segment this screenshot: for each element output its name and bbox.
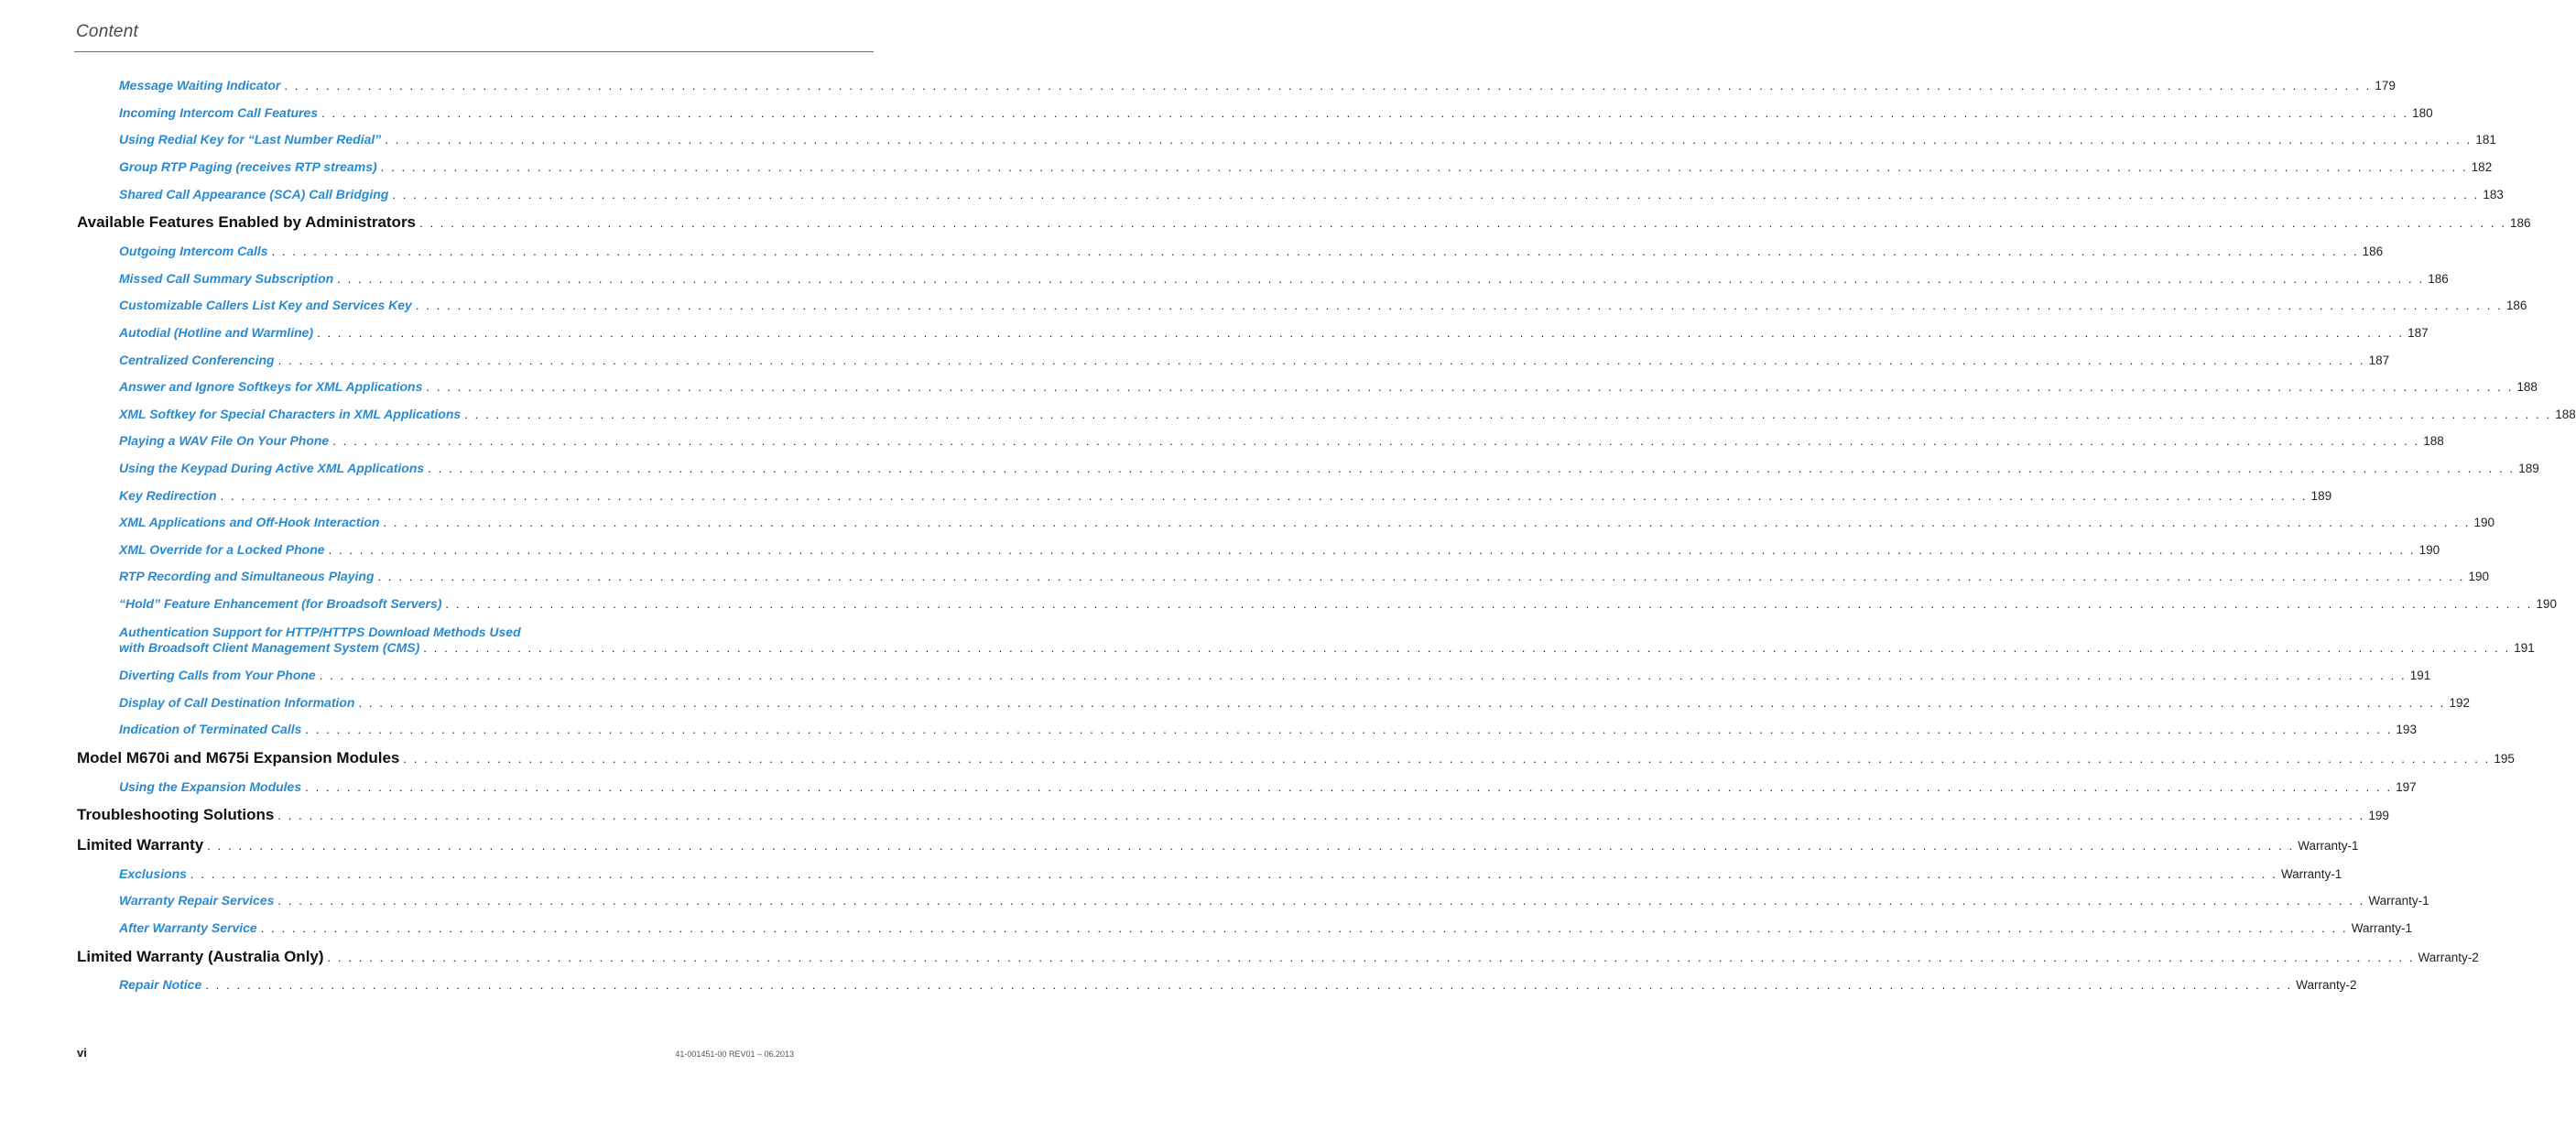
toc-entry[interactable] [119, 407, 2576, 421]
toc-entry[interactable] [119, 893, 2429, 908]
toc-entry-page: 187 [2408, 326, 2429, 340]
dot-leader: . . . . . . . . . . . . . . . . . . . . . . . . . . . . . . . . . . . . . . . . . . . . . . . . . . . . . . . . . . . . . . . . . . . . . . . . . . . . . . . . . . . . . . . . . . . . . . . . . . . . . . . . . . . . . . . . . . . . . . . . . . . . . . . . . . . . . . . . . . . . . . . . . . . . . . . . . . . . . . . . . . . . . . . . . . . . . . . . . . . . . . . . . . . . . . . . . . . . . . . . [190, 867, 2277, 881]
dot-leader: . . . . . . . . . . . . . . . . . . . . . . . . . . . . . . . . . . . . . . . . . . . . . . . . . . . . . . . . . . . . . . . . . . . . . . . . . . . . . . . . . . . . . . . . . . . . . . . . . . . . . . . . . . . . . . . . . . . . . . . . . . . . . . . . . . . . . . . . . . . . . . . . . . . . . . . . . . . . . . . . . . . . . . . . . . . . . . . . . . . . . . . . . . . . . . . . . . . . . . . . [321, 106, 2409, 120]
toc-entry-page: 186 [2362, 245, 2384, 258]
dot-leader: . . . . . . . . . . . . . . . . . . . . . . . . . . . . . . . . . . . . . . . . . . . . . . . . . . . . . . . . . . . . . . . . . . . . . . . . . . . . . . . . . . . . . . . . . . . . . . . . . . . . . . . . . . . . . . . . . . . . . . . . . . . . . . . . . . . . . . . . . . . . . . . . . . . . . . . . . . . . . . . . . . . . . . . . . . . . . . . . . . . . . . . . . . . . . . . . . . . . . . . . [337, 272, 2425, 286]
dot-leader: . . . . . . . . . . . . . . . . . . . . . . . . . . . . . . . . . . . . . . . . . . . . . . . . . . . . . . . . . . . . . . . . . . . . . . . . . . . . . . . . . . . . . . . . . . . . . . . . . . . . . . . . . . . . . . . . . . . . . . . . . . . . . . . . . . . . . . . . . . . . . . . . . . . . . . . . . . . . . . . . . . . . . . . . . . . . . . . . . . . . . . . . . . . . . . . . . . . . . . . . [277, 894, 2365, 908]
dot-leader: . . . . . . . . . . . . . . . . . . . . . . . . . . . . . . . . . . . . . . . . . . . . . . . . . . . . . . . . . . . . . . . . . . . . . . . . . . . . . . . . . . . . . . . . . . . . . . . . . . . . . . . . . . . . . . . . . . . . . . . . . . . . . . . . . . . . . . . . . . . . . . . . . . . . . . . . . . . . . . . . . . . . . . . . . . . . . . . . . . . . . . . . . . . . . . . . . . . . . . . . [332, 434, 2420, 448]
toc-entry[interactable] [119, 866, 2342, 881]
dot-leader: . . . . . . . . . . . . . . . . . . . . . . . . . . . . . . . . . . . . . . . . . . . . . . . . . . . . . . . . . . . . . . . . . . . . . . . . . . . . . . . . . . . . . . . . . . . . . . . . . . . . . . . . . . . . . . . . . . . . . . . . . . . . . . . . . . . . . . . . . . . . . . . . . . . . . . . . . . . . . . . . . . . . . . . . . . . . . . . . . . . . . . . . . . . . . . . . . . . . . . . . [305, 723, 2393, 736]
toc-entry-page: Warranty-1 [2351, 921, 2412, 935]
toc-entry-page: 189 [2310, 489, 2332, 503]
toc-entry-page: 191 [2409, 669, 2431, 682]
toc-entry-page: 188 [2423, 434, 2444, 448]
dot-leader: . . . . . . . . . . . . . . . . . . . . . . . . . . . . . . . . . . . . . . . . . . . . . . . . . . . . . . . . . . . . . . . . . . . . . . . . . . . . . . . . . . . . . . . . . . . . . . . . . . . . . . . . . . . . . . . . . . . . . . . . . . . . . . . . . . . . . . . . . . . . . . . . . . . . . . . . . . . . . . . . . . . . . . . . . . . . . . . . . . . . . . . . . . . . . . . . . . . . . . . . [415, 299, 2503, 312]
toc-entry-page: 182 [2471, 160, 2493, 174]
toc-entry-page: 181 [2475, 133, 2496, 147]
toc-entry[interactable] [119, 920, 2412, 935]
toc-entry-label[interactable]: Shared Call Appearance (SCA) Call Bridging [119, 187, 389, 201]
toc-entry-label[interactable]: After Warranty Service [119, 920, 257, 935]
toc-entry-page: 186 [2428, 272, 2449, 286]
dot-leader: . . . . . . . . . . . . . . . . . . . . . . . . . . . . . . . . . . . . . . . . . . . . . . . . . . . . . . . . . . . . . . . . . . . . . . . . . . . . . . . . . . . . . . . . . . . . . . . . . . . . . . . . . . . . . . . . . . . . . . . . . . . . . . . . . . . . . . . . . . . . . . . . . . . . . . . . . . . . . . . . . . . . . . . . . . . . . . . . . . . . . . . . . . . . . . . . . . . . . . . . [277, 809, 2365, 822]
toc-entry-page: Warranty-2 [2296, 978, 2357, 992]
toc-entry-label[interactable]: Indication of Terminated Calls [119, 722, 302, 736]
toc-entry-page: Warranty-1 [2280, 867, 2342, 881]
toc-entry[interactable] [119, 132, 2496, 147]
toc-entry-label[interactable]: “Hold” Feature Enhancement (for Broadsoft Servers) [119, 596, 442, 611]
toc-entry-label[interactable]: Customizable Callers List Key and Services Key [119, 298, 412, 312]
dot-leader: . . . . . . . . . . . . . . . . . . . . . . . . . . . . . . . . . . . . . . . . . . . . . . . . . . . . . . . . . . . . . . . . . . . . . . . . . . . . . . . . . . . . . . . . . . . . . . . . . . . . . . . . . . . . . . . . . . . . . . . . . . . . . . . . . . . . . . . . . . . . . . . . . . . . . . . . . . . . . . . . . . . . . . . . . . . . . . . . . . . . . . . . . . . . . . . . . . . . . . . . [277, 353, 2365, 367]
toc-section-label[interactable]: Troubleshooting Solutions [77, 806, 275, 823]
toc-entry-page: 197 [2396, 780, 2417, 794]
page-header-title: Content [76, 22, 138, 41]
toc-entry-page: Warranty-2 [2418, 951, 2479, 964]
toc-entry-page: 193 [2396, 723, 2417, 736]
toc-entry-label[interactable]: XML Softkey for Special Characters in XML Applications [119, 407, 462, 421]
dot-leader: . . . . . . . . . . . . . . . . . . . . . . . . . . . . . . . . . . . . . . . . . . . . . . . . . . . . . . . . . . . . . . . . . . . . . . . . . . . . . . . . . . . . . . . . . . . . . . . . . . . . . . . . . . . . . . . . . . . . . . . . . . . . . . . . . . . . . . . . . . . . . . . . . . . . . . . . . . . . . . . . . . . . . . . . . . . . . . . . . . . . . . . . . . . . . . . . . . . . . . . . [428, 462, 2516, 475]
toc-section-label[interactable]: Limited Warranty [77, 836, 204, 854]
toc-entry-page: 186 [2510, 216, 2531, 230]
toc-entry-page: 191 [2514, 641, 2535, 655]
toc-entry[interactable] [119, 244, 2384, 258]
toc-entry-label[interactable]: Playing a WAV File On Your Phone [119, 433, 330, 448]
footer-page-number: vi [77, 1046, 87, 1060]
toc-entry[interactable] [119, 488, 2332, 503]
toc-entry-label[interactable]: Autodial (Hotline and Warmline) [119, 325, 314, 340]
toc-entry-page: 179 [2375, 79, 2396, 92]
toc-entry-label[interactable]: Using Redial Key for “Last Number Redial” [119, 132, 382, 147]
toc-entry-label[interactable]: Outgoing Intercom Calls [119, 244, 268, 258]
dot-leader: . . . . . . . . . . . . . . . . . . . . . . . . . . . . . . . . . . . . . . . . . . . . . . . . . . . . . . . . . . . . . . . . . . . . . . . . . . . . . . . . . . . . . . . . . . . . . . . . . . . . . . . . . . . . . . . . . . . . . . . . . . . . . . . . . . . . . . . . . . . . . . . . . . . . . . . . . . . . . . . . . . . . . . . . . . . . . . . . . . . . . . . . . . . . . . . . . . . . . . . . [403, 752, 2491, 766]
dot-leader: . . . . . . . . . . . . . . . . . . . . . . . . . . . . . . . . . . . . . . . . . . . . . . . . . . . . . . . . . . . . . . . . . . . . . . . . . . . . . . . . . . . . . . . . . . . . . . . . . . . . . . . . . . . . . . . . . . . . . . . . . . . . . . . . . . . . . . . . . . . . . . . . . . . . . . . . . . . . . . . . . . . . . . . . . . . . . . . . . . . . . . . . . . . . . . . . . . . . . . . . [385, 133, 2473, 147]
toc-section-entry[interactable] [77, 948, 2479, 966]
dot-leader: . . . . . . . . . . . . . . . . . . . . . . . . . . . . . . . . . . . . . . . . . . . . . . . . . . . . . . . . . . . . . . . . . . . . . . . . . . . . . . . . . . . . . . . . . . . . . . . . . . . . . . . . . . . . . . . . . . . . . . . . . . . . . . . . . . . . . . . . . . . . . . . . . . . . . . . . . . . . . . . . . . . . . . . . . . . . . . . . . . . . . . . . . . . . . . . . . . . . . . . . [358, 696, 2446, 710]
toc-entry-label-line1[interactable]: Authentication Support for HTTP/HTTPS Download Methods Used [119, 625, 521, 639]
dot-leader: . . . . . . . . . . . . . . . . . . . . . . . . . . . . . . . . . . . . . . . . . . . . . . . . . . . . . . . . . . . . . . . . . . . . . . . . . . . . . . . . . . . . . . . . . . . . . . . . . . . . . . . . . . . . . . . . . . . . . . . . . . . . . . . . . . . . . . . . . . . . . . . . . . . . . . . . . . . . . . . . . . . . . . . . . . . . . . . . . . . . . . . . . . . . . . . . . . . . . . . . [445, 597, 2533, 611]
toc-entry[interactable] [119, 271, 2449, 286]
toc-entry-page: 190 [2536, 597, 2557, 611]
toc-entry[interactable] [119, 78, 2396, 92]
toc-entry[interactable] [119, 695, 2471, 710]
toc-entry-page: 190 [2418, 543, 2440, 557]
toc-entry[interactable] [119, 515, 2494, 529]
toc-entry-label[interactable]: Key Redirection [119, 488, 217, 503]
toc-entry-label[interactable]: XML Override for a Locked Phone [119, 542, 325, 557]
dot-leader: . . . . . . . . . . . . . . . . . . . . . . . . . . . . . . . . . . . . . . . . . . . . . . . . . . . . . . . . . . . . . . . . . . . . . . . . . . . . . . . . . . . . . . . . . . . . . . . . . . . . . . . . . . . . . . . . . . . . . . . . . . . . . . . . . . . . . . . . . . . . . . . . . . . . . . . . . . . . . . . . . . . . . . . . . . . . . . . . . . . . . . . . . . . . . . . . . . . . . . . . [328, 543, 2416, 557]
toc-entry[interactable] [119, 159, 2493, 174]
toc-entry[interactable] [119, 353, 2390, 367]
toc-entry-label[interactable]: RTP Recording and Simultaneous Playing [119, 569, 375, 583]
toc-entry[interactable] [119, 569, 2490, 583]
toc-entry[interactable] [119, 668, 2431, 682]
toc-entry-label[interactable]: Centralized Conferencing [119, 353, 275, 367]
toc-entry-page: 186 [2505, 299, 2527, 312]
dot-leader: . . . . . . . . . . . . . . . . . . . . . . . . . . . . . . . . . . . . . . . . . . . . . . . . . . . . . . . . . . . . . . . . . . . . . . . . . . . . . . . . . . . . . . . . . . . . . . . . . . . . . . . . . . . . . . . . . . . . . . . . . . . . . . . . . . . . . . . . . . . . . . . . . . . . . . . . . . . . . . . . . . . . . . . . . . . . . . . . . . . . . . . . . . . . . . . . . . . . . . . . [392, 188, 2480, 201]
toc-entry[interactable] [119, 461, 2539, 475]
toc-entry-page: 188 [2555, 408, 2576, 421]
toc-entry[interactable] [119, 977, 2357, 992]
dot-leader: . . . . . . . . . . . . . . . . . . . . . . . . . . . . . . . . . . . . . . . . . . . . . . . . . . . . . . . . . . . . . . . . . . . . . . . . . . . . . . . . . . . . . . . . . . . . . . . . . . . . . . . . . . . . . . . . . . . . . . . . . . . . . . . . . . . . . . . . . . . . . . . . . . . . . . . . . . . . . . . . . . . . . . . . . . . . . . . . . . . . . . . . . . . . . . . . . . . . . . . . [419, 216, 2507, 230]
toc-entry[interactable] [119, 379, 2538, 394]
toc-entry-page: 180 [2412, 106, 2433, 120]
dot-leader: . . . . . . . . . . . . . . . . . . . . . . . . . . . . . . . . . . . . . . . . . . . . . . . . . . . . . . . . . . . . . . . . . . . . . . . . . . . . . . . . . . . . . . . . . . . . . . . . . . . . . . . . . . . . . . . . . . . . . . . . . . . . . . . . . . . . . . . . . . . . . . . . . . . . . . . . . . . . . . . . . . . . . . . . . . . . . . . . . . . . . . . . . . . . . . . . . . . . . . . . [423, 641, 2511, 655]
toc-entry[interactable] [119, 325, 2429, 340]
toc-entry-label[interactable]: Exclusions [119, 866, 187, 881]
toc-entry-label[interactable]: Repair Notice [119, 977, 202, 992]
toc-section-entry[interactable] [77, 806, 2389, 824]
toc-section-entry[interactable] [77, 749, 2515, 767]
toc-entry-page: Warranty-1 [2368, 894, 2429, 908]
dot-leader: . . . . . . . . . . . . . . . . . . . . . . . . . . . . . . . . . . . . . . . . . . . . . . . . . . . . . . . . . . . . . . . . . . . . . . . . . . . . . . . . . . . . . . . . . . . . . . . . . . . . . . . . . . . . . . . . . . . . . . . . . . . . . . . . . . . . . . . . . . . . . . . . . . . . . . . . . . . . . . . . . . . . . . . . . . . . . . . . . . . . . . . . . . . . . . . . . . . . . . . . [284, 79, 2372, 92]
toc-section-entry[interactable] [77, 213, 2531, 232]
dot-leader: . . . . . . . . . . . . . . . . . . . . . . . . . . . . . . . . . . . . . . . . . . . . . . . . . . . . . . . . . . . . . . . . . . . . . . . . . . . . . . . . . . . . . . . . . . . . . . . . . . . . . . . . . . . . . . . . . . . . . . . . . . . . . . . . . . . . . . . . . . . . . . . . . . . . . . . . . . . . . . . . . . . . . . . . . . . . . . . . . . . . . . . . . . . . . . . . . . . . . . . . [260, 921, 2348, 935]
toc-entry[interactable] [119, 298, 2527, 312]
dot-leader: . . . . . . . . . . . . . . . . . . . . . . . . . . . . . . . . . . . . . . . . . . . . . . . . . . . . . . . . . . . . . . . . . . . . . . . . . . . . . . . . . . . . . . . . . . . . . . . . . . . . . . . . . . . . . . . . . . . . . . . . . . . . . . . . . . . . . . . . . . . . . . . . . . . . . . . . . . . . . . . . . . . . . . . . . . . . . . . . . . . . . . . . . . . . . . . . . . . . . . . . [464, 408, 2552, 421]
toc-entry[interactable] [119, 433, 2444, 448]
dot-leader: . . . . . . . . . . . . . . . . . . . . . . . . . . . . . . . . . . . . . . . . . . . . . . . . . . . . . . . . . . . . . . . . . . . . . . . . . . . . . . . . . . . . . . . . . . . . . . . . . . . . . . . . . . . . . . . . . . . . . . . . . . . . . . . . . . . . . . . . . . . . . . . . . . . . . . . . . . . . . . . . . . . . . . . . . . . . . . . . . . . . . . . . . . . . . . . . . . . . . . . . [220, 489, 2308, 503]
toc-entry-label[interactable]: Using the Keypad During Active XML Applications [119, 461, 425, 475]
dot-leader: . . . . . . . . . . . . . . . . . . . . . . . . . . . . . . . . . . . . . . . . . . . . . . . . . . . . . . . . . . . . . . . . . . . . . . . . . . . . . . . . . . . . . . . . . . . . . . . . . . . . . . . . . . . . . . . . . . . . . . . . . . . . . . . . . . . . . . . . . . . . . . . . . . . . . . . . . . . . . . . . . . . . . . . . . . . . . . . . . . . . . . . . . . . . . . . . . . . . . . . . [426, 380, 2514, 394]
toc-entry-label[interactable]: Group RTP Paging (receives RTP streams) [119, 159, 377, 174]
toc-entry-page: 188 [2516, 380, 2538, 394]
toc-entry[interactable] [119, 187, 2504, 201]
toc-entry-label[interactable]: Answer and Ignore Softkeys for XML Applications [119, 379, 423, 394]
dot-leader: . . . . . . . . . . . . . . . . . . . . . . . . . . . . . . . . . . . . . . . . . . . . . . . . . . . . . . . . . . . . . . . . . . . . . . . . . . . . . . . . . . . . . . . . . . . . . . . . . . . . . . . . . . . . . . . . . . . . . . . . . . . . . . . . . . . . . . . . . . . . . . . . . . . . . . . . . . . . . . . . . . . . . . . . . . . . . . . . . . . . . . . . . . . . . . . . . . . . . . . . [317, 326, 2405, 340]
toc-entry[interactable] [119, 542, 2440, 557]
dot-leader: . . . . . . . . . . . . . . . . . . . . . . . . . . . . . . . . . . . . . . . . . . . . . . . . . . . . . . . . . . . . . . . . . . . . . . . . . . . . . . . . . . . . . . . . . . . . . . . . . . . . . . . . . . . . . . . . . . . . . . . . . . . . . . . . . . . . . . . . . . . . . . . . . . . . . . . . . . . . . . . . . . . . . . . . . . . . . . . . . . . . . . . . . . . . . . . . . . . . . . . . [377, 570, 2465, 583]
toc-entry-page: 183 [2483, 188, 2504, 201]
toc-entry[interactable] [119, 596, 2557, 611]
toc-entry[interactable] [119, 105, 2433, 120]
dot-leader: . . . . . . . . . . . . . . . . . . . . . . . . . . . . . . . . . . . . . . . . . . . . . . . . . . . . . . . . . . . . . . . . . . . . . . . . . . . . . . . . . . . . . . . . . . . . . . . . . . . . . . . . . . . . . . . . . . . . . . . . . . . . . . . . . . . . . . . . . . . . . . . . . . . . . . . . . . . . . . . . . . . . . . . . . . . . . . . . . . . . . . . . . . . . . . . . . . . . . . . . [380, 160, 2468, 174]
toc-entry-label[interactable]: Using the Expansion Modules [119, 779, 302, 794]
footer-document-id: 41-001451-00 REV01 – 06.2013 [675, 1049, 794, 1059]
dot-leader: . . . . . . . . . . . . . . . . . . . . . . . . . . . . . . . . . . . . . . . . . . . . . . . . . . . . . . . . . . . . . . . . . . . . . . . . . . . . . . . . . . . . . . . . . . . . . . . . . . . . . . . . . . . . . . . . . . . . . . . . . . . . . . . . . . . . . . . . . . . . . . . . . . . . . . . . . . . . . . . . . . . . . . . . . . . . . . . . . . . . . . . . . . . . . . . . . . . . . . . . [305, 780, 2393, 794]
dot-leader: . . . . . . . . . . . . . . . . . . . . . . . . . . . . . . . . . . . . . . . . . . . . . . . . . . . . . . . . . . . . . . . . . . . . . . . . . . . . . . . . . . . . . . . . . . . . . . . . . . . . . . . . . . . . . . . . . . . . . . . . . . . . . . . . . . . . . . . . . . . . . . . . . . . . . . . . . . . . . . . . . . . . . . . . . . . . . . . . . . . . . . . . . . . . . . . . . . . . . . . . [319, 669, 2407, 682]
toc-entry[interactable] [119, 624, 2535, 655]
toc-entry-page: 189 [2518, 462, 2539, 475]
toc-entry-label[interactable]: Display of Call Destination Information [119, 695, 355, 710]
toc-entry-label[interactable]: Incoming Intercom Call Features [119, 105, 319, 120]
toc-entry-page: 190 [2473, 516, 2494, 529]
toc-entry-label[interactable]: Diverting Calls from Your Phone [119, 668, 316, 682]
toc-section-label[interactable]: Model M670i and M675i Expansion Modules [77, 749, 400, 767]
toc-entry-page: 190 [2468, 570, 2490, 583]
toc-entry-page: 192 [2449, 696, 2471, 710]
toc-entry-label[interactable]: Missed Call Summary Subscription [119, 271, 334, 286]
dot-leader: . . . . . . . . . . . . . . . . . . . . . . . . . . . . . . . . . . . . . . . . . . . . . . . . . . . . . . . . . . . . . . . . . . . . . . . . . . . . . . . . . . . . . . . . . . . . . . . . . . . . . . . . . . . . . . . . . . . . . . . . . . . . . . . . . . . . . . . . . . . . . . . . . . . . . . . . . . . . . . . . . . . . . . . . . . . . . . . . . . . . . . . . . . . . . . . . . . . . . . . . [327, 951, 2415, 964]
dot-leader: . . . . . . . . . . . . . . . . . . . . . . . . . . . . . . . . . . . . . . . . . . . . . . . . . . . . . . . . . . . . . . . . . . . . . . . . . . . . . . . . . . . . . . . . . . . . . . . . . . . . . . . . . . . . . . . . . . . . . . . . . . . . . . . . . . . . . . . . . . . . . . . . . . . . . . . . . . . . . . . . . . . . . . . . . . . . . . . . . . . . . . . . . . . . . . . . . . . . . . . . [271, 245, 2359, 258]
toc-entry-page: 199 [2368, 809, 2389, 822]
toc-entry-label[interactable]: Warranty Repair Services [119, 893, 275, 908]
toc-entry-page: 195 [2494, 752, 2515, 766]
toc-entry[interactable] [119, 779, 2417, 794]
toc-entry[interactable] [119, 722, 2417, 736]
toc-section-label[interactable]: Available Features Enabled by Administrators [77, 213, 417, 231]
dot-leader: . . . . . . . . . . . . . . . . . . . . . . . . . . . . . . . . . . . . . . . . . . . . . . . . . . . . . . . . . . . . . . . . . . . . . . . . . . . . . . . . . . . . . . . . . . . . . . . . . . . . . . . . . . . . . . . . . . . . . . . . . . . . . . . . . . . . . . . . . . . . . . . . . . . . . . . . . . . . . . . . . . . . . . . . . . . . . . . . . . . . . . . . . . . . . . . . . . . . . . . . [383, 516, 2471, 529]
toc-section-label[interactable]: Limited Warranty (Australia Only) [77, 948, 324, 965]
toc-entry-label[interactable]: Message Waiting Indicator [119, 78, 281, 92]
toc-entry-page: 187 [2368, 353, 2390, 367]
dot-leader: . . . . . . . . . . . . . . . . . . . . . . . . . . . . . . . . . . . . . . . . . . . . . . . . . . . . . . . . . . . . . . . . . . . . . . . . . . . . . . . . . . . . . . . . . . . . . . . . . . . . . . . . . . . . . . . . . . . . . . . . . . . . . . . . . . . . . . . . . . . . . . . . . . . . . . . . . . . . . . . . . . . . . . . . . . . . . . . . . . . . . . . . . . . . . . . . . . . . . . . . [207, 839, 2295, 853]
toc-entry-label[interactable]: XML Applications and Off-Hook Interaction [119, 515, 380, 529]
dot-leader: . . . . . . . . . . . . . . . . . . . . . . . . . . . . . . . . . . . . . . . . . . . . . . . . . . . . . . . . . . . . . . . . . . . . . . . . . . . . . . . . . . . . . . . . . . . . . . . . . . . . . . . . . . . . . . . . . . . . . . . . . . . . . . . . . . . . . . . . . . . . . . . . . . . . . . . . . . . . . . . . . . . . . . . . . . . . . . . . . . . . . . . . . . . . . . . . . . . . . . . . [205, 978, 2293, 992]
toc-entry-page: Warranty-1 [2298, 839, 2359, 853]
toc-section-entry[interactable] [77, 836, 2359, 854]
toc-entry-label[interactable]: with Broadsoft Client Management System (CMS) [119, 640, 420, 655]
